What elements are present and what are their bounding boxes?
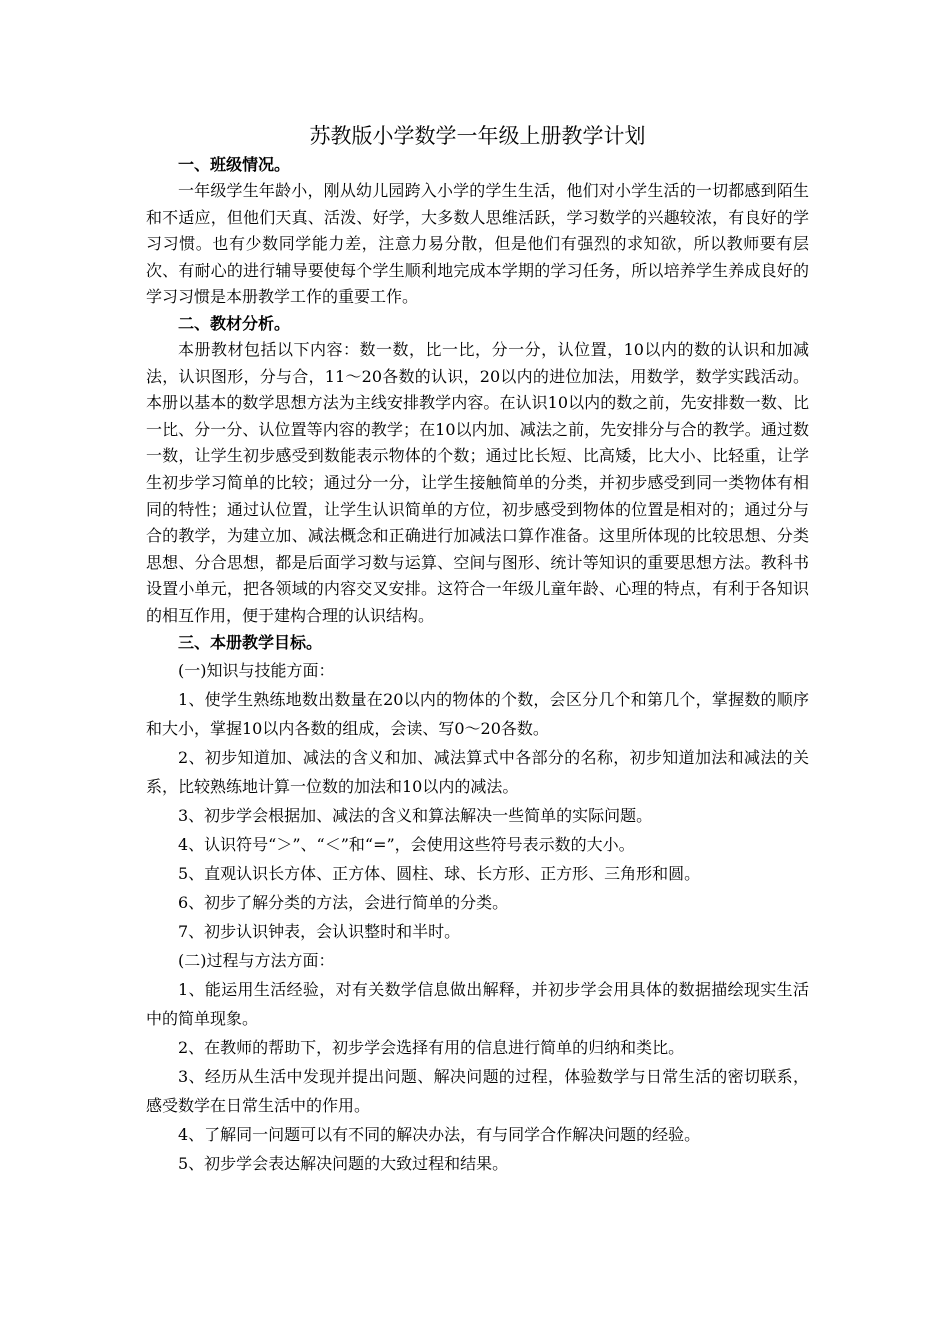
document-title: 苏教版小学数学一年级上册教学计划 — [309, 124, 646, 148]
section-heading-material-analysis: 二、教材分析。 — [178, 313, 291, 333]
class-situation-paragraph: 一年级学生年龄小，刚从幼儿园跨入小学的学生生活，他们对小学生活的一切都感到陌生和不适应，但他们天真、活泼、好学，大多数人思维活跃，学习数学的兴趣较浓，有良好的学习习惯。也有少数同学能力差，注意力易分散，但是他们有强烈的求知欲，所以教师要有层次、有耐心的进行辅导要使每个学生顺利地完成本学期的学习任务，所以培养学生养成良好的学习习惯是本册教学工作的重要工作。 — [146, 181, 809, 307]
list-item: 2、在教师的帮助下，初步学会选择有用的信息进行简单的归纳和类比。 — [178, 1037, 685, 1057]
section-heading-class-situation: 一、班级情况。 — [178, 155, 291, 174]
list-item: 1、能运用生活经验，对有关数学信息做出解释，并初步学会用具体的数据描绘现实生活中的简单现象。 — [146, 979, 809, 1028]
list-item: 4、了解同一问题可以有不同的解决办法，有与同学合作解决问题的经验。 — [178, 1124, 701, 1144]
list-item: 4、认识符号“＞”、“＜”和“=”，会使用这些符号表示数的大小。 — [178, 834, 635, 854]
list-item: 7、初步认识钟表，会认识整时和半时。 — [178, 921, 461, 941]
list-item: 6、初步了解分类的方法，会进行简单的分类。 — [178, 892, 509, 912]
list-item: 1、使学生熟练地数出数量在20以内的物体的个数，会区分几个和第几个，掌握数的顺序和大小，掌握10以内各数的组成，会读、写0～20各数。 — [146, 689, 809, 738]
list-item: 3、初步学会根据加、减法的含义和算法解决一些简单的实际问题。 — [178, 805, 653, 825]
list-item: 5、初步学会表达解决问题的大致过程和结果。 — [178, 1153, 509, 1173]
subheading-knowledge-skills: (一)知识与技能方面： — [178, 660, 335, 680]
subheading-process-methods: (二)过程与方法方面： — [178, 950, 335, 970]
section-heading-teaching-goals: 三、本册教学目标。 — [178, 632, 323, 652]
list-item: 3、经历从生活中发现并提出问题、解决问题的过程，体验数学与日常生活的密切联系，感受数学在日常生活中的作用。 — [146, 1066, 809, 1115]
material-analysis-paragraph: 本册教材包括以下内容：数一数，比一比，分一分，认位置，10以内的数的认识和加减法，认识图形，分与合，11～20各数的认识，20以内的进位加法，用数学，数学实践活动。 本册以基本的数学思想方法为主线安排教学内容。在认识10以内的数之前，先安排数一数、比一比、分一分、认位置等内容的教学；在10以内加、减法之前，先安排分与合的教学。通过数一数，让学生初步感受到数能表示物体的个数；通过比长短、比高矮，比大小、比轻重，让学生初步学习简单的比较；通过分一分，让学生接触简单的分类，并初步感受到同一类物体有相同的特性；通过认位置，让学生认识简单的方位，初步感受到物体的位置是相对的；通过分与合的教学，为建立加、减法概念和正确进行加减法口算作准备。这里所体现的比较思想、分类思想、分合思想，都是后面学习数与运算、空间与图形、统计等知识的重要思想方法。教科书设置小单元，把各领域的内容交叉安排。这符合一年级儿童年龄、心理的特点，有利于各知识的相互作用，便于建构合理的认识结构。 — [146, 339, 809, 625]
list-item: 2、初步知道加、减法的含义和加、减法算式中各部分的名称，初步知道加法和减法的关系，比较熟练地计算一位数的加法和10以内的减法。 — [146, 747, 809, 796]
list-item: 5、直观认识长方体、正方体、圆柱、球、长方形、正方形、三角形和圆。 — [178, 863, 701, 883]
document-body — [146, 122, 809, 1178]
